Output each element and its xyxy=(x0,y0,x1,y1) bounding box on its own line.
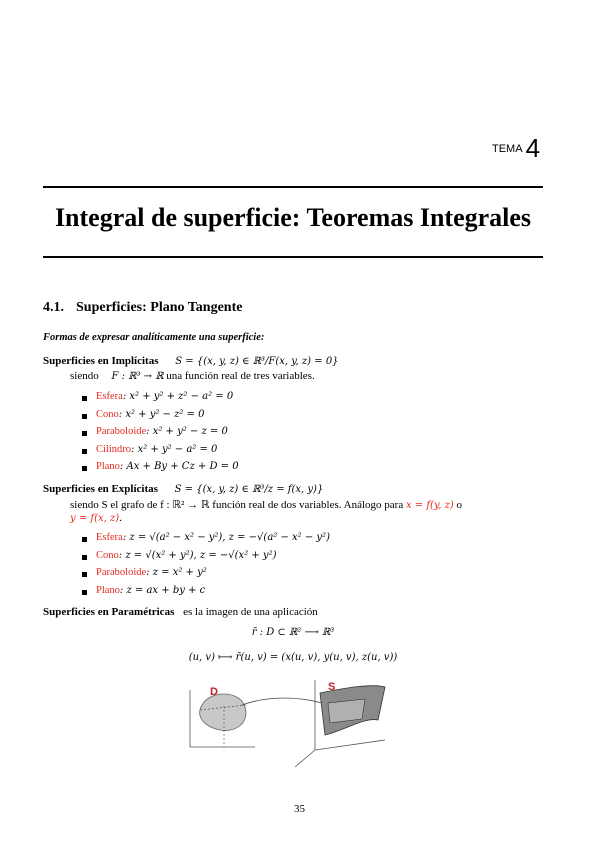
explicitas-heading-line xyxy=(43,483,323,495)
parametricas-rest: es la imagen de una aplicación xyxy=(183,606,318,618)
surface-name: Cilindro xyxy=(96,443,132,455)
implicitas-function: F : ℝ³ → ℝ xyxy=(111,371,164,382)
explicitas-heading: Superficies en Explícitas xyxy=(43,483,158,495)
domain-region xyxy=(200,694,246,731)
explicitas-line-1 xyxy=(70,498,462,511)
list-item xyxy=(80,532,330,550)
implicitas-definition: S = {(x, y, z) ∈ ℝ³/F(x, y, z) = 0} xyxy=(175,356,339,367)
tema-label: TEMA xyxy=(492,143,523,155)
surface-formula: : x² + y² − z = 0 xyxy=(146,426,228,437)
parametricas-heading-line xyxy=(43,606,318,618)
surface-name: Esfera xyxy=(96,391,123,402)
list-item xyxy=(80,391,239,409)
surface-name: Cono xyxy=(96,549,119,561)
implicitas-heading: Superficies en Implícitas xyxy=(43,355,159,367)
surface-subpatch xyxy=(328,699,365,723)
list-item xyxy=(80,550,330,568)
x-axis xyxy=(295,750,315,767)
surface-label: S xyxy=(328,681,336,693)
explicitas-text: siendo S el grafo de f : ℝ² → ℝ función real de dos variables. Análogo para xyxy=(70,499,404,511)
surface-formula: : x² + y² − a² = 0 xyxy=(131,443,218,455)
explicitas-y-form: y = f(x, z) xyxy=(70,513,120,524)
list-item xyxy=(80,567,330,585)
tema-number: 4 xyxy=(525,133,541,163)
chapter-title: Integral de superficie: Teoremas Integrales xyxy=(54,203,532,232)
surface-formula: : z = √(x² + y²), z = −√(x² + y²) xyxy=(118,549,277,561)
parametric-eq-2: (u, v) ⟼ r̄(u, v) = (x(u, v), y(u, v), z(u, v)) xyxy=(188,652,398,663)
surface-formula: : x² + y² − z² = 0 xyxy=(118,408,205,420)
page-number: 35 xyxy=(294,803,305,815)
surface-formula: : z = √(a² − x² − y²), z = −√(a² − x² − y²) xyxy=(122,532,330,543)
list-item xyxy=(80,409,239,427)
list-item xyxy=(80,585,330,603)
parametric-surface-figure xyxy=(180,675,410,770)
list-item xyxy=(80,461,239,479)
implicitas-list xyxy=(80,391,239,479)
parametricas-heading: Superficies en Paramétricas xyxy=(43,606,175,618)
implicitas-rest: una función real de tres variables. xyxy=(166,370,315,382)
section-heading xyxy=(43,300,242,316)
surface-name: Paraboloide xyxy=(96,426,147,437)
implicitas-siendo: siendo xyxy=(70,370,99,382)
implicitas-heading-line xyxy=(43,355,339,367)
surface-name: Cono xyxy=(96,408,119,420)
surface-name: Plano xyxy=(96,584,120,596)
list-item xyxy=(80,426,239,444)
explicitas-definition: S = {(x, y, z) ∈ ℝ³/z = f(x, y)} xyxy=(174,484,324,495)
surface-formula: : z = x² + y² xyxy=(146,567,207,578)
surface-name: Paraboloide xyxy=(96,567,147,578)
list-item xyxy=(80,444,239,462)
explicitas-or: o xyxy=(456,499,463,511)
y-axis xyxy=(315,740,385,750)
domain-label: D xyxy=(210,686,218,698)
mapping-arrow xyxy=(242,698,322,705)
surface-formula: : z = ax + by + c xyxy=(119,584,206,596)
explicitas-x-form: x = f(y, z) xyxy=(405,500,454,511)
section-title: Superficies: Plano Tangente xyxy=(76,300,243,315)
section-number: 4.1. xyxy=(43,300,64,315)
explicitas-list xyxy=(80,532,330,602)
surface-name: Esfera xyxy=(96,532,123,543)
explicitas-period: . xyxy=(119,512,122,524)
explicitas-line-2 xyxy=(70,512,122,524)
parametric-eq-1: r̄ : D ⊂ ℝ² ⟶ ℝ³ xyxy=(251,627,335,638)
surface-name: Plano xyxy=(96,461,120,472)
intro-text: Formas de expresar analíticamente una superficie: xyxy=(43,332,265,343)
top-rule xyxy=(43,186,543,188)
bottom-rule xyxy=(43,256,543,258)
implicitas-siendo-line xyxy=(70,370,315,382)
surface-formula: : Ax + By + Cz + D = 0 xyxy=(119,461,239,472)
surface-formula: : x² + y² + z² − a² = 0 xyxy=(122,391,234,402)
chapter-label xyxy=(492,133,540,164)
